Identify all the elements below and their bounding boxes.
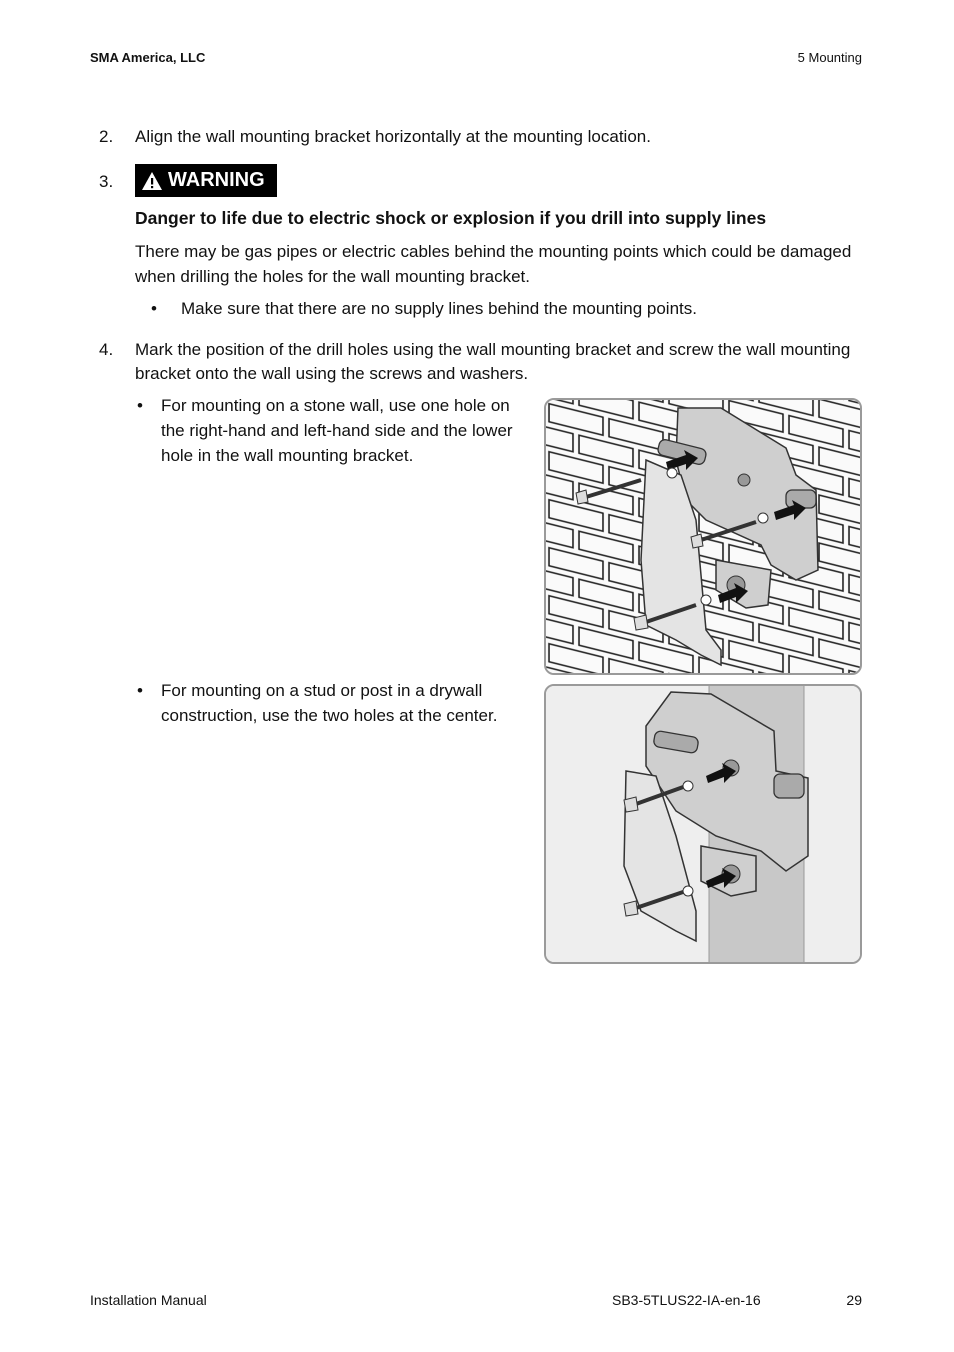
step-4-text-line1: Mark the position of the drill holes using the wall mounting bracket and screw the wall mounting xyxy=(135,340,851,359)
header-section: 5 Mounting xyxy=(797,50,862,65)
bullet-dot: • xyxy=(137,396,143,415)
step-2-number: 2. xyxy=(99,127,114,146)
header-company: SMA America, LLC xyxy=(90,50,206,65)
warning-body-line2: when drilling the holes for the wall mounting bracket. xyxy=(135,267,530,286)
bullet-dot: • xyxy=(151,299,157,318)
stone-bullet-line3: hole in the wall mounting bracket. xyxy=(161,446,414,465)
footer-page-number: 29 xyxy=(846,1292,862,1308)
warning-body-line1: There may be gas pipes or electric cables behind the mounting points which could be damaged xyxy=(135,242,852,261)
stone-wall-mounting-figure xyxy=(544,398,862,675)
warning-triangle-icon xyxy=(141,171,163,191)
warning-label: WARNING xyxy=(168,169,265,191)
warning-badge xyxy=(135,164,277,197)
warning-title: Danger to life due to electric shock or explosion if you drill into supply lines xyxy=(135,208,767,228)
stud-bullet-line2: construction, use the two holes at the center. xyxy=(161,706,498,725)
warning-bullet-text: Make sure that there are no supply lines behind the mounting points. xyxy=(181,299,697,318)
stone-bullet-line1: For mounting on a stone wall, use one hole on xyxy=(161,396,510,415)
step-4-text-line2: bracket onto the wall using the screws and washers. xyxy=(135,364,529,383)
stud-bullet-line1: For mounting on a stud or post in a drywall xyxy=(161,681,483,700)
step-2-text: Align the wall mounting bracket horizontally at the mounting location. xyxy=(135,127,651,146)
footer-doc-type: Installation Manual xyxy=(90,1292,207,1308)
footer-doc-id: SB3-5TLUS22-IA-en-16 xyxy=(612,1292,761,1308)
step-3-number: 3. xyxy=(99,172,114,191)
stone-bullet-line2: the right-hand and left-hand side and the lower xyxy=(161,421,513,440)
step-4-number: 4. xyxy=(99,340,114,359)
stud-mounting-figure xyxy=(544,684,862,964)
bullet-dot: • xyxy=(137,681,143,700)
